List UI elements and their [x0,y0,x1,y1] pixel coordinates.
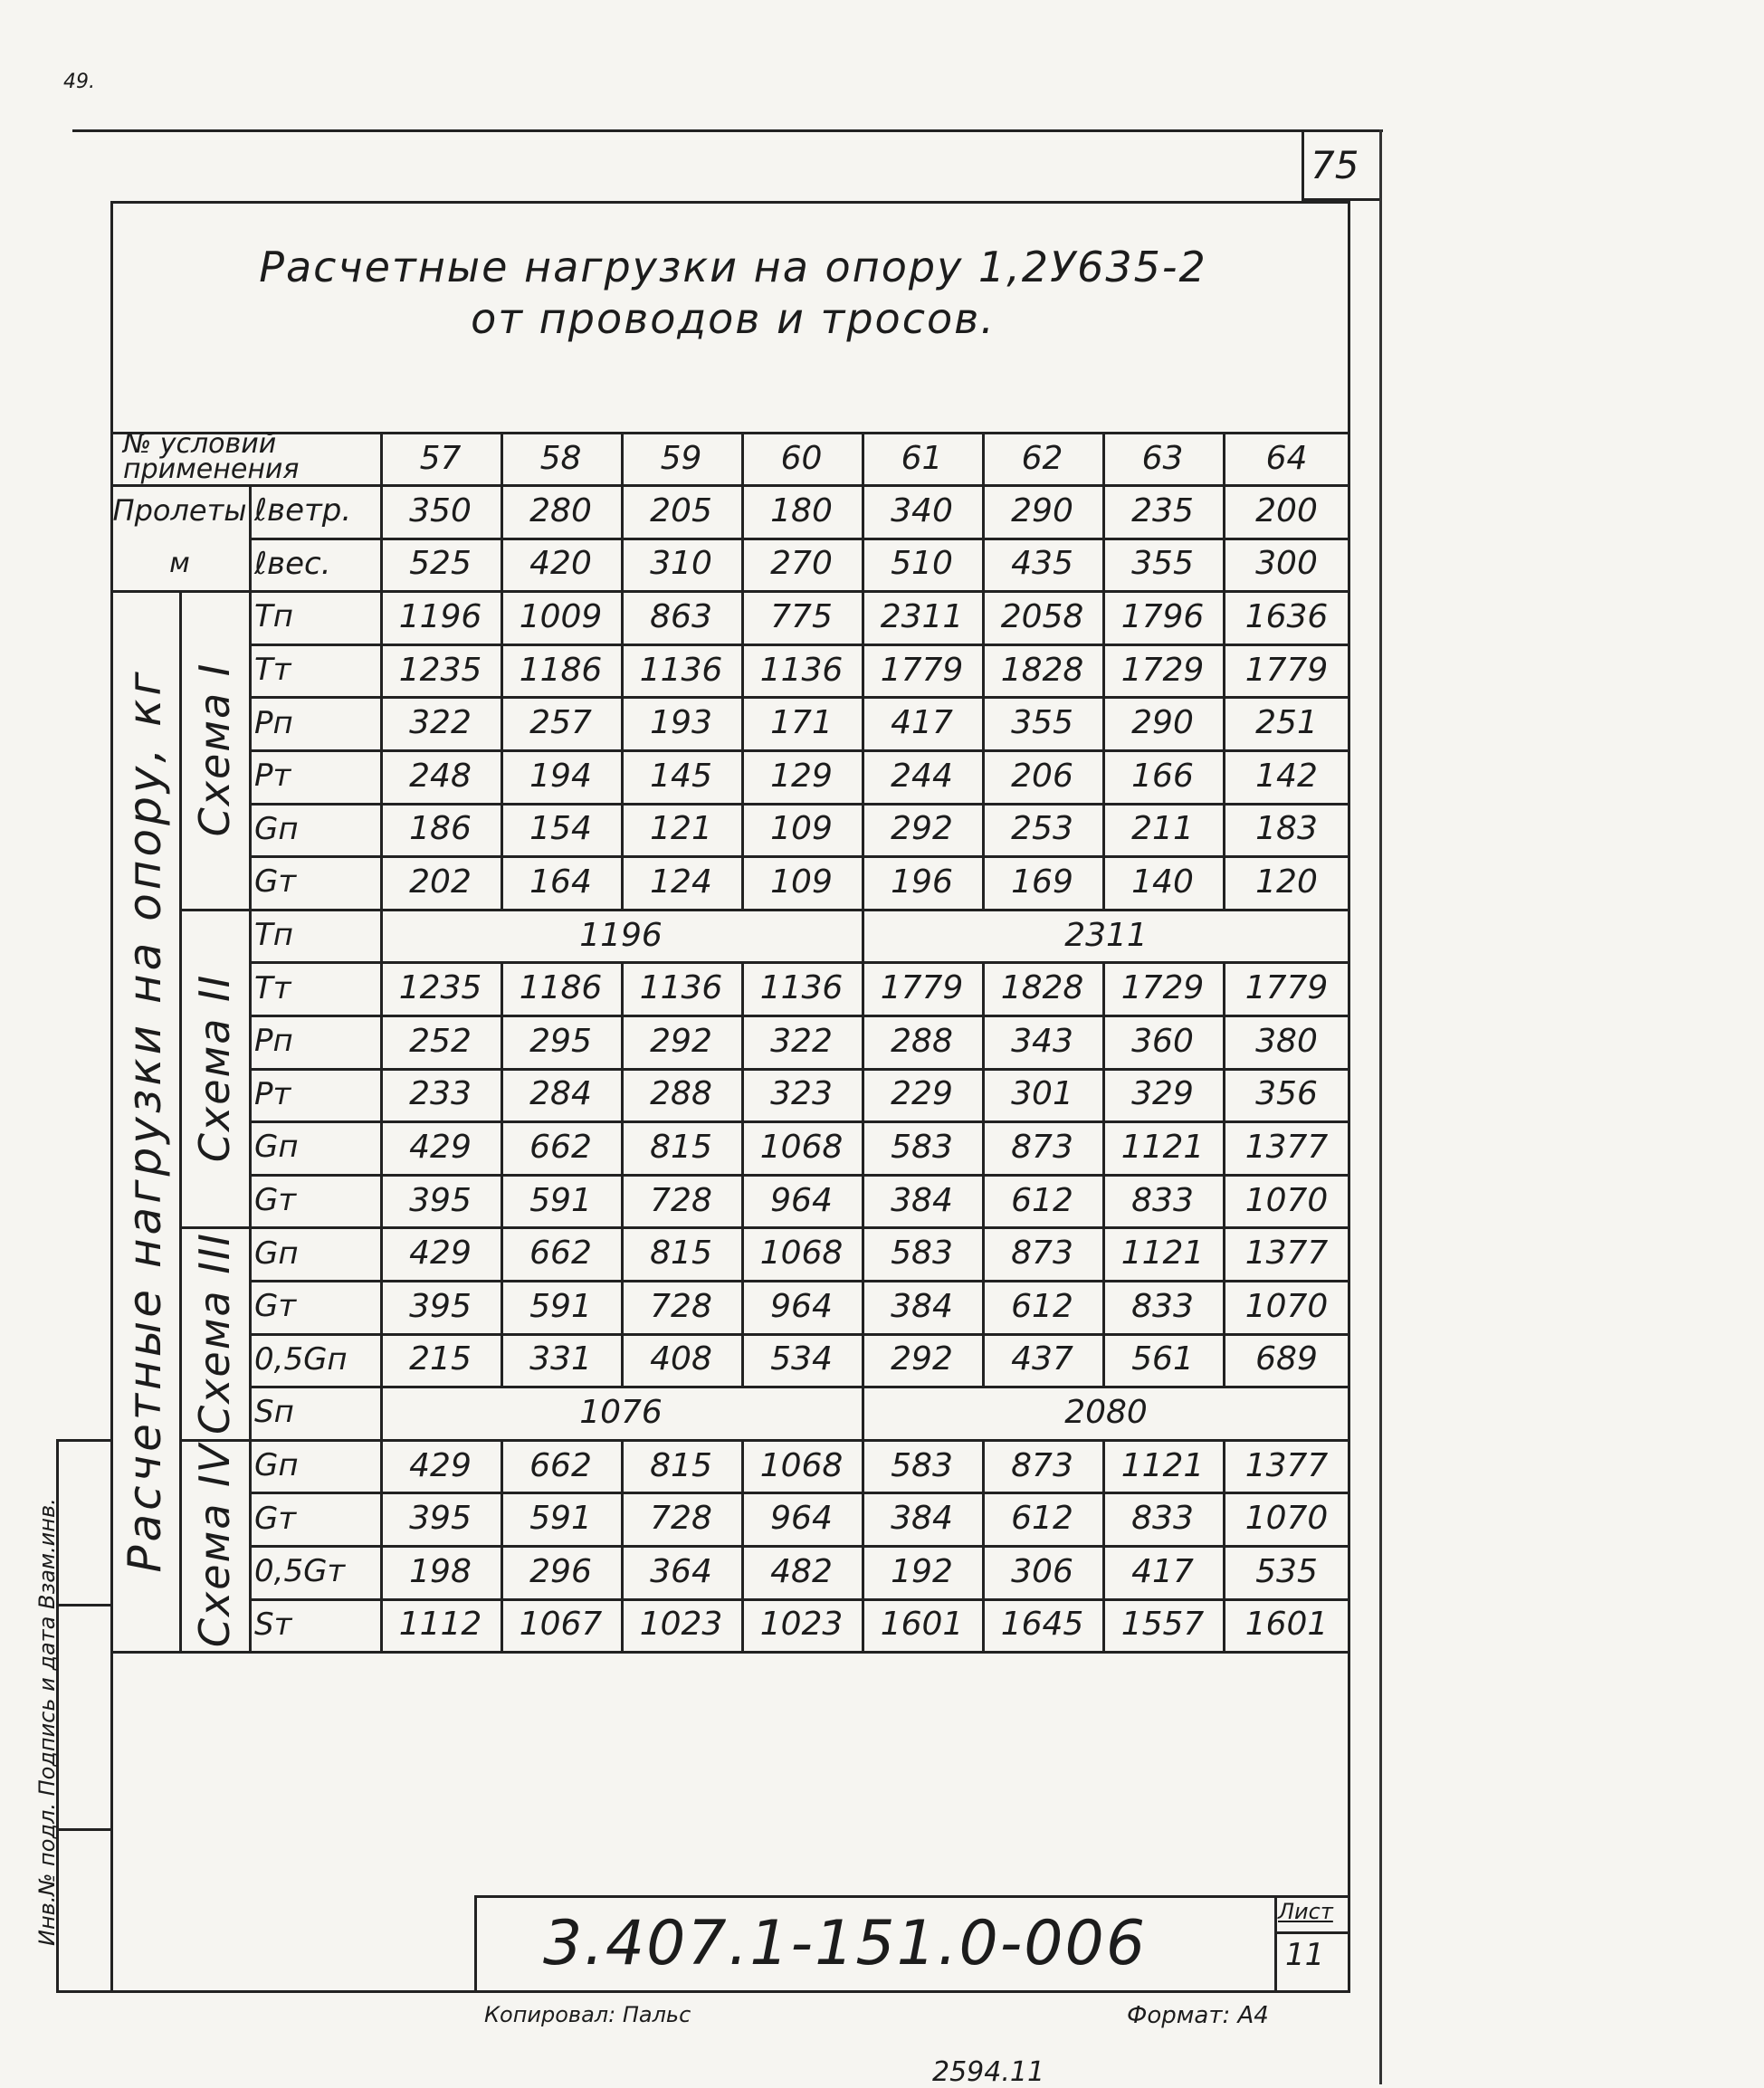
table-cell: 292 [891,1340,953,1378]
table-cell: 300 [1255,545,1318,583]
table-cell: 1235 [398,969,482,1007]
table-cell: 384 [891,1181,953,1219]
table-cell: 1377 [1244,1235,1329,1273]
table-cell: 435 [1011,545,1073,583]
table-cell: 193 [650,704,712,742]
table-cell: 211 [1131,810,1194,848]
row-label: Tп [254,598,293,635]
table-cell: 728 [650,1287,712,1325]
table-cell: 322 [409,704,472,742]
row-label: Pп [254,704,293,741]
table-cell: 140 [1131,863,1194,901]
table-cell: 288 [650,1075,712,1113]
table-cell: 417 [891,704,953,742]
table-cell: 525 [409,545,472,583]
spans-label: Пролеты [112,493,247,529]
table-cell: 248 [409,757,472,795]
row-label: Gт [254,863,297,901]
table-cell: 408 [650,1340,712,1378]
table-cell: 612 [1011,1287,1073,1325]
table-cell: 384 [891,1287,953,1325]
table-cell: 1070 [1244,1500,1329,1538]
table-cell: 873 [1011,1235,1073,1273]
row-label: Gт [254,1500,297,1537]
table-cell: 591 [529,1181,592,1219]
table-cell: 873 [1011,1446,1073,1484]
table-cell: 356 [1255,1075,1318,1113]
table-cell: 583 [891,1235,953,1273]
table-cell: 395 [409,1287,472,1325]
strip-divider [56,1828,110,1831]
row-label: Pт [254,1075,291,1112]
left-title-strip [56,1439,110,1993]
table-cell: 360 [1131,1022,1194,1060]
table-cell: 662 [529,1235,592,1273]
table-cell: 145 [650,757,712,795]
merged-value: 1076 [579,1393,663,1431]
table-cell: 429 [409,1128,472,1166]
top-border-line [72,129,1383,132]
table-cell: 1068 [759,1235,844,1273]
scheme-label: Схема IV [189,1442,239,1648]
table-cell: 120 [1255,863,1318,901]
column-header: 59 [660,439,702,477]
table-cell: 1796 [1120,597,1205,635]
table-cell: 1009 [519,597,603,635]
table-cell: 142 [1255,757,1318,795]
table-cell: 292 [891,810,953,848]
table-cell: 1601 [880,1606,964,1644]
table-cell: 1136 [759,969,844,1007]
table-cell: 295 [529,1022,592,1060]
table-cell: 482 [770,1552,833,1590]
table-cell: 429 [409,1446,472,1484]
table-cell: 1023 [639,1606,723,1644]
row-label: Gт [254,1182,297,1219]
table-cell: 1186 [519,969,603,1007]
sheet-number: 11 [1285,1937,1325,1973]
table-cell: 815 [650,1235,712,1273]
row-label: Sт [254,1606,292,1643]
corner-note: 49. [63,71,95,93]
table-cell: 251 [1255,704,1318,742]
table-cell: 1112 [398,1606,482,1644]
table-cell: 257 [529,704,592,742]
table-cell: 728 [650,1500,712,1538]
table-cell: 1136 [639,651,723,689]
table-cell: 206 [1011,757,1073,795]
table-rule [110,1651,1350,1654]
table-cell: 612 [1011,1500,1073,1538]
table-cell: 355 [1011,704,1073,742]
row-label: ℓвес. [254,545,331,582]
table-cell: 384 [891,1500,953,1538]
table-cell: 2311 [880,597,964,635]
loads-vertical-label: Расчетные нагрузки на опору, кг [119,668,171,1573]
table-cell: 1121 [1120,1446,1205,1484]
table-cell: 350 [409,491,472,529]
table-cell: 1023 [759,1606,844,1644]
table-cell: 164 [529,863,592,901]
table-cell: 215 [409,1340,472,1378]
table-cell: 964 [770,1500,833,1538]
table-cell: 244 [891,757,953,795]
table-cell: 109 [770,863,833,901]
table-cell: 1645 [1000,1606,1084,1644]
table-cell: 1121 [1120,1235,1205,1273]
table-cell: 591 [529,1287,592,1325]
table-cell: 662 [529,1128,592,1166]
header-label-line1: № условий [123,427,277,460]
table-cell: 437 [1011,1340,1073,1378]
row-label: Pт [254,758,291,795]
table-cell: 129 [770,757,833,795]
scheme-label: Схема I [189,662,239,837]
table-cell: 180 [770,491,833,529]
title-block-divider [1274,1895,1277,1993]
table-cell: 833 [1131,1287,1194,1325]
row-label: ℓветр. [254,492,352,529]
table-cell: 323 [770,1075,833,1113]
table-cell: 306 [1011,1552,1073,1590]
row-label: Tт [254,969,291,1006]
table-cell: 166 [1131,757,1194,795]
merged-value: 2311 [1064,916,1148,954]
table-cell: 1601 [1244,1606,1329,1644]
table-cell: 290 [1011,491,1073,529]
table-cell: 1779 [1244,969,1329,1007]
strip-divider [56,1604,110,1607]
row-label: Gп [254,1235,299,1272]
table-cell: 200 [1255,491,1318,529]
merged-value: 1196 [579,916,663,954]
table-cell: 833 [1131,1500,1194,1538]
page-title-line1: Расчетные нагрузки на опору 1,2У635-2 [259,243,1207,291]
row-label: Gп [254,810,299,847]
table-cell: 1779 [1244,651,1329,689]
table-cell: 229 [891,1075,953,1113]
table-cell: 252 [409,1022,472,1060]
table-cell: 1828 [1000,651,1084,689]
table-cell: 662 [529,1446,592,1484]
column-header: 58 [539,439,582,477]
table-cell: 815 [650,1446,712,1484]
row-label: Gт [254,1288,297,1325]
bottom-number: 2594.11 [932,2056,1045,2088]
table-cell: 355 [1131,545,1194,583]
row-label: Pп [254,1023,293,1060]
table-cell: 329 [1131,1075,1194,1113]
sheet-label: Лист [1278,1899,1333,1924]
table-cell: 202 [409,863,472,901]
table-cell: 198 [409,1552,472,1590]
table-cell: 1729 [1120,651,1205,689]
table-cell: 1136 [639,969,723,1007]
table-cell: 612 [1011,1181,1073,1219]
table-cell: 1636 [1244,597,1329,635]
table-cell: 280 [529,491,592,529]
table-cell: 395 [409,1181,472,1219]
table-cell: 510 [891,545,953,583]
table-cell: 253 [1011,810,1073,848]
table-cell: 154 [529,810,592,848]
table-cell: 169 [1011,863,1073,901]
row-label: Tт [254,652,291,689]
table-cell: 591 [529,1500,592,1538]
table-cell: 284 [529,1075,592,1113]
table-cell: 728 [650,1181,712,1219]
table-cell: 1196 [398,597,482,635]
format-label: Формат: А4 [1127,2002,1269,2029]
table-cell: 395 [409,1500,472,1538]
table-cell: 364 [650,1552,712,1590]
table-cell: 288 [891,1022,953,1060]
table-cell: 235 [1131,491,1194,529]
left-strip-text: Инв.№ подл. Подпись и дата Взам.инв. [34,1498,60,1946]
table-cell: 1067 [519,1606,603,1644]
column-header: 63 [1141,439,1184,477]
table-cell: 833 [1131,1181,1194,1219]
table-cell: 964 [770,1287,833,1325]
row-label: 0,5Gп [254,1340,348,1378]
table-cell: 815 [650,1128,712,1166]
table-cell: 689 [1255,1340,1318,1378]
table-cell: 1068 [759,1128,844,1166]
table-cell: 296 [529,1552,592,1590]
right-border-line [1379,129,1382,2084]
table-cell: 583 [891,1128,953,1166]
table-cell: 429 [409,1235,472,1273]
table-cell: 121 [650,810,712,848]
table-cell: 1070 [1244,1181,1329,1219]
row-label: Gп [254,1129,299,1166]
document-code: 3.407.1-151.0-006 [543,1908,1148,1979]
table-rule [179,590,182,1651]
table-cell: 1186 [519,651,603,689]
table-cell: 1377 [1244,1128,1329,1166]
column-header: 60 [780,439,823,477]
table-cell: 1779 [880,651,964,689]
table-cell: 583 [891,1446,953,1484]
table-cell: 205 [650,491,712,529]
page-number: 75 [1311,143,1359,187]
table-cell: 420 [529,545,592,583]
table-cell: 964 [770,1181,833,1219]
table-cell: 1068 [759,1446,844,1484]
table-cell: 171 [770,704,833,742]
row-label: Tп [254,917,293,954]
scheme-label: Схема III [189,1231,239,1435]
table-cell: 1557 [1120,1606,1205,1644]
table-cell: 1779 [880,969,964,1007]
table-cell: 380 [1255,1022,1318,1060]
table-cell: 194 [529,757,592,795]
column-header: 64 [1265,439,1308,477]
table-cell: 301 [1011,1075,1073,1113]
table-cell: 196 [891,863,953,901]
column-header: 62 [1021,439,1063,477]
table-cell: 270 [770,545,833,583]
table-cell: 1070 [1244,1287,1329,1325]
table-cell: 310 [650,545,712,583]
table-cell: 863 [650,597,712,635]
table-cell: 186 [409,810,472,848]
table-cell: 192 [891,1552,953,1590]
table-cell: 1235 [398,651,482,689]
table-cell: 343 [1011,1022,1073,1060]
copied-by: Копировал: Пальс [484,2002,691,2027]
table-cell: 775 [770,597,833,635]
merged-value: 2080 [1064,1393,1148,1431]
table-cell: 561 [1131,1340,1194,1378]
table-cell: 233 [409,1075,472,1113]
table-cell: 535 [1255,1552,1318,1590]
table-cell: 1377 [1244,1446,1329,1484]
table-cell: 873 [1011,1128,1073,1166]
table-cell: 183 [1255,810,1318,848]
table-cell: 331 [529,1340,592,1378]
table-cell: 290 [1131,704,1194,742]
table-cell: 1136 [759,651,844,689]
table-cell: 109 [770,810,833,848]
row-label: 0,5Gт [254,1553,346,1590]
scheme-label: Схема II [189,973,239,1162]
spans-unit: м [169,548,190,580]
table-cell: 322 [770,1022,833,1060]
row-label: Sп [254,1394,294,1431]
header-label-line2: применения [123,453,300,485]
table-cell: 1828 [1000,969,1084,1007]
table-cell: 2058 [1000,597,1084,635]
table-cell: 1729 [1120,969,1205,1007]
table-cell: 292 [650,1022,712,1060]
column-header: 57 [419,439,462,477]
title-block-divider [1274,1931,1350,1934]
table-cell: 340 [891,491,953,529]
table-cell: 417 [1131,1552,1194,1590]
row-label: Gп [254,1447,299,1484]
table-cell: 1121 [1120,1128,1205,1166]
table-cell: 124 [650,863,712,901]
page-title-line2: от проводов и тросов. [471,294,996,343]
table-cell: 534 [770,1340,833,1378]
column-header: 61 [901,439,943,477]
